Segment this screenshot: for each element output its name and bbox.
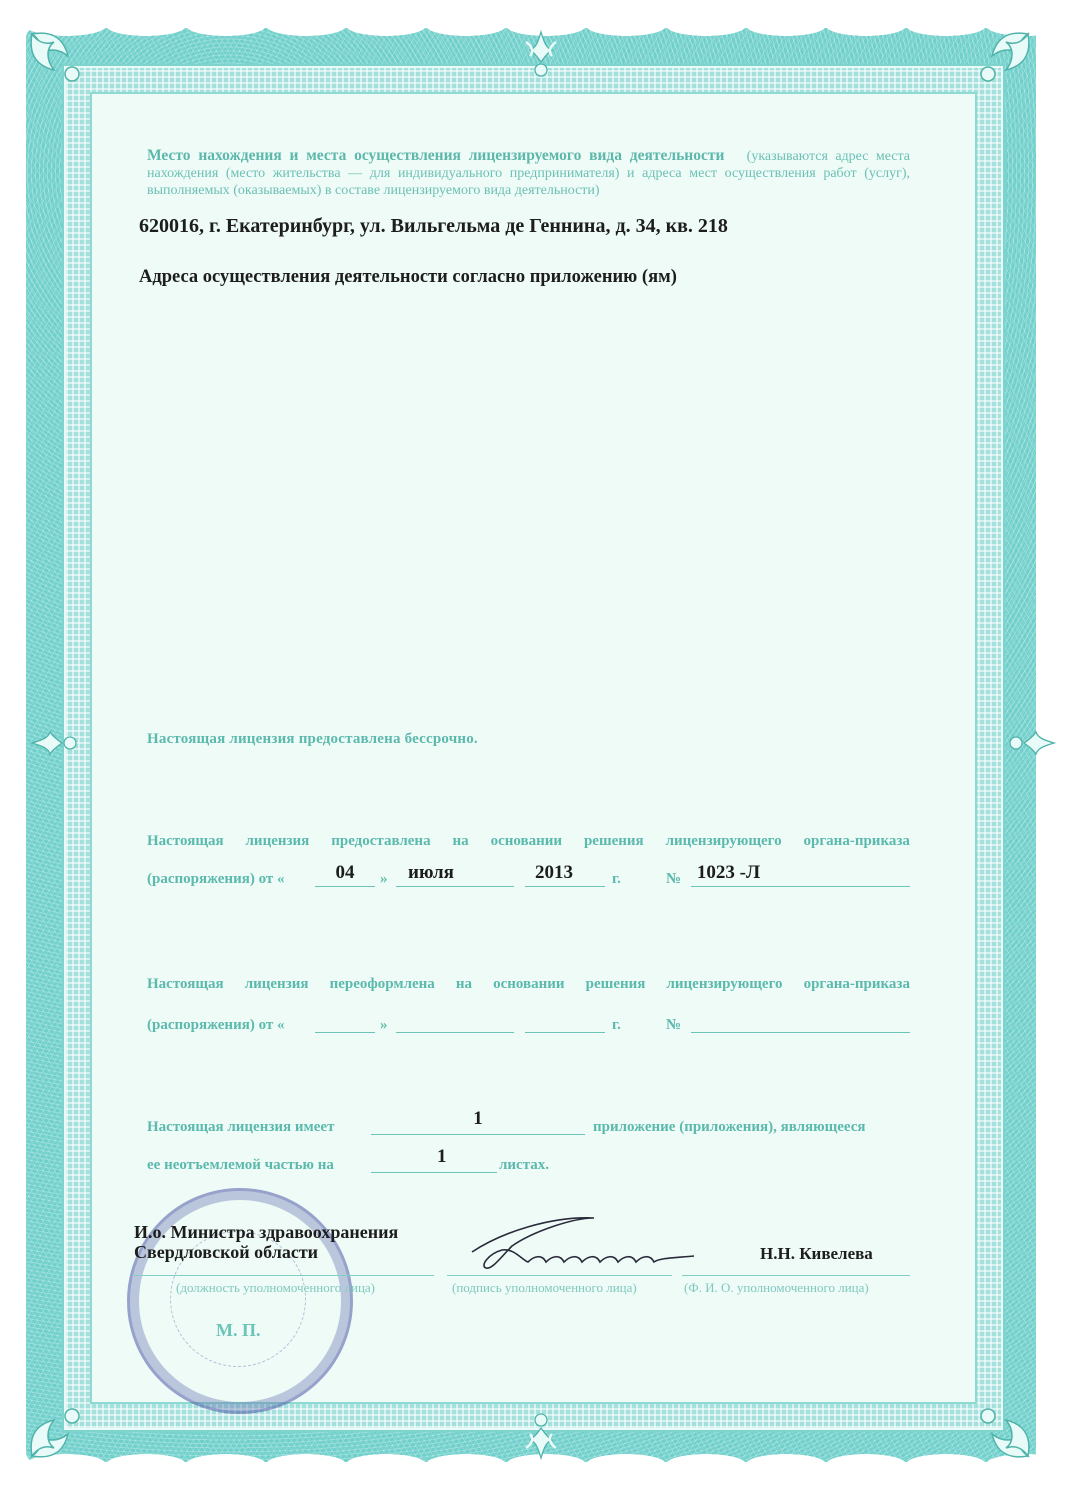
- quote-close: »: [380, 871, 388, 887]
- word: органа-приказа: [803, 833, 910, 849]
- reissued-order-row: [147, 1012, 910, 1036]
- location-heading-title: Место нахождения и места осуществления лицензируемого вида деятельности: [147, 147, 725, 164]
- year-suffix: г.: [612, 871, 621, 887]
- position-line-2: Свердловской области: [134, 1242, 319, 1262]
- name-underline: [682, 1275, 910, 1276]
- granted-order-row: [147, 862, 910, 890]
- number-sign: №: [666, 871, 682, 887]
- granted-number-field: 1023 -Л: [696, 862, 761, 883]
- appendix-count-row: [147, 1108, 910, 1138]
- year-underline: [525, 1032, 605, 1033]
- sheets-underline: [371, 1172, 497, 1173]
- day-underline: [315, 886, 375, 887]
- location-heading: [147, 147, 910, 199]
- word: решения: [585, 976, 646, 992]
- acanthus-ornament-icon: [1008, 718, 1058, 768]
- word: лицензирующего: [666, 976, 783, 992]
- word: переоформлена: [329, 976, 435, 992]
- order-prefix: (распоряжения) от «: [147, 871, 285, 887]
- number-underline: [691, 886, 910, 887]
- position-underline: [134, 1275, 434, 1276]
- seal-label: М. П.: [216, 1320, 261, 1340]
- word: предоставлена: [331, 833, 431, 849]
- word: лицензия: [245, 833, 310, 849]
- license-address: 620016, г. Екатеринбург, ул. Вильгельма де Геннина, д. 34, кв. 218: [139, 215, 728, 237]
- appendix-sheets-row: [147, 1146, 910, 1176]
- word: Настоящая: [147, 976, 224, 992]
- granted-month-field: июля: [408, 862, 454, 883]
- number-underline: [691, 1032, 910, 1033]
- corner-ornament-icon: [966, 26, 1036, 96]
- month-underline: [396, 1032, 514, 1033]
- signatory-position: [134, 1222, 398, 1262]
- word: органа-приказа: [803, 976, 910, 992]
- granted-year-field: 2013: [535, 862, 573, 883]
- handwritten-signature: [462, 1212, 732, 1283]
- word: лицензия: [244, 976, 309, 992]
- caption-name: (Ф. И. О. уполномоченного лица): [684, 1280, 869, 1295]
- word: решения: [583, 833, 644, 849]
- year-underline: [525, 886, 605, 887]
- caption-position: (должность уполномоченного лица): [176, 1280, 376, 1295]
- sheets-prefix: ее неотъемлемой частью на: [147, 1157, 334, 1173]
- word: Настоящая: [147, 833, 224, 849]
- appendix-suffix: приложение (приложения), являющееся: [593, 1119, 866, 1135]
- caption-signature: (подпись уполномоченного лица): [452, 1280, 637, 1295]
- appendix-prefix: Настоящая лицензия имеет: [147, 1119, 335, 1135]
- validity-statement: Настоящая лицензия предоставлена бессрочно.: [147, 731, 478, 747]
- sheets-suffix: листах.: [499, 1157, 550, 1173]
- activity-addresses-note: Адреса осуществления деятельности согласно приложению (ям): [139, 267, 677, 287]
- corner-ornament-icon: [24, 26, 94, 96]
- granted-day-field: 04: [335, 862, 355, 883]
- month-underline: [396, 886, 514, 887]
- word: основании: [493, 976, 565, 992]
- corner-ornament-icon: [24, 1394, 94, 1464]
- granted-basis-line: [147, 833, 910, 850]
- year-suffix: г.: [612, 1017, 621, 1033]
- sheet-count-field: 1: [437, 1146, 447, 1167]
- position-line-1: И.о. Министра здравоохранения: [134, 1222, 399, 1242]
- word: основании: [490, 833, 563, 849]
- number-sign: №: [666, 1017, 682, 1033]
- signatory-name: Н.Н. Кивелева: [760, 1244, 873, 1263]
- order-prefix: (распоряжения) от «: [147, 1017, 285, 1033]
- word: на: [455, 976, 473, 992]
- acanthus-ornament-icon: [516, 28, 566, 78]
- appendix-underline: [371, 1134, 585, 1135]
- location-heading-note: (указываются адрес места нахождения (место жительства — для индивидуального предпринимателя) и адреса мест осуществления работ (услуг), выполняемых (оказываемых) в составе лицензируемого вида деятельности): [147, 149, 911, 198]
- appendix-count-field: 1: [473, 1108, 483, 1129]
- quote-close: »: [380, 1017, 388, 1033]
- word: лицензирующего: [665, 833, 782, 849]
- signature-underline: [447, 1275, 672, 1276]
- word: на: [452, 833, 469, 849]
- reissued-basis-line: [147, 976, 910, 993]
- acanthus-ornament-icon: [28, 718, 78, 768]
- corner-ornament-icon: [966, 1394, 1036, 1464]
- day-underline: [315, 1032, 375, 1033]
- acanthus-ornament-icon: [516, 1412, 566, 1462]
